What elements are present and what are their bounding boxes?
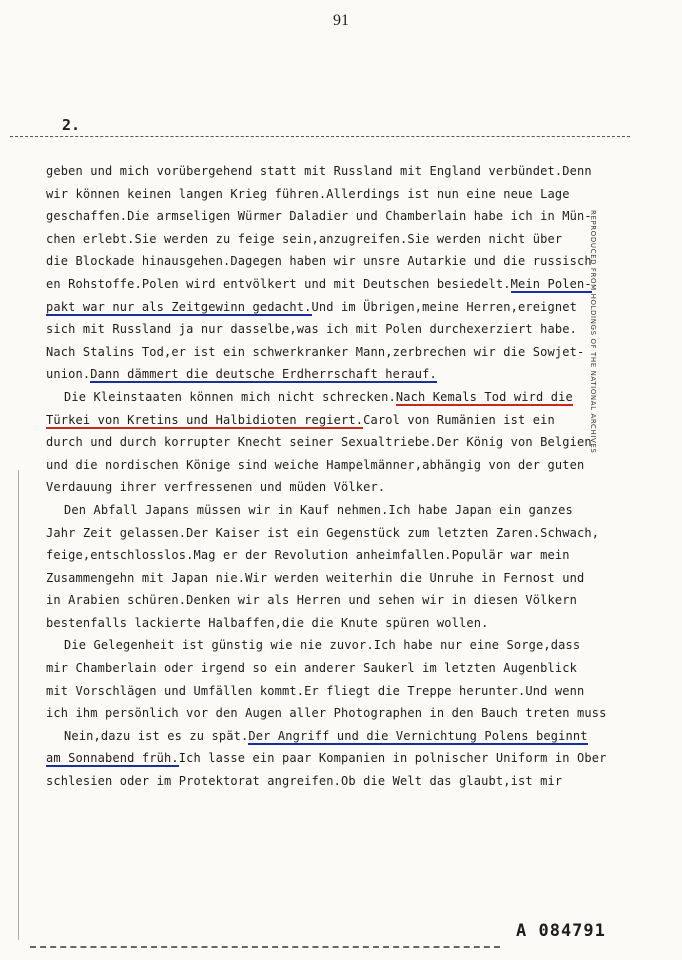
text-segment: Die Kleinstaaten können mich nicht schrecken. (64, 389, 396, 404)
text-segment: bestenfalls lackierte Halbaffen,die die Knute spüren wollen. (46, 615, 489, 630)
text-line (46, 747, 626, 770)
underlined-passage: am Sonnabend früh. (46, 751, 179, 766)
text-line (46, 680, 626, 703)
text-segment: sich mit Russland ja nur dasselbe,was ich mit Polen durchexerziert habe. (46, 322, 577, 337)
text-line (46, 250, 626, 273)
text-segment: feige,entschlosslos.Mag er der Revolution anheimfallen.Populär war mein (46, 548, 570, 563)
document-body (46, 160, 626, 793)
text-line (46, 296, 626, 319)
text-line (46, 454, 626, 477)
text-segment: Und im Übrigen,meine Herren,ereignet (311, 299, 577, 314)
text-line (46, 160, 626, 183)
text-line (46, 273, 626, 296)
text-segment: union. (46, 367, 91, 382)
text-segment: wir können keinen langen Krieg führen.Allerdings ist nun eine neue Lage (46, 186, 570, 201)
text-segment: ich ihm persönlich vor den Augen aller Photographen in den Bauch treten muss (46, 706, 607, 721)
text-segment: Ich lasse ein paar Kompanien in polnischer Uniform in Ober (178, 751, 607, 766)
text-segment: chen erlebt.Sie werden zu feige sein,anzugreifen.Sie werden nicht über (46, 231, 563, 246)
text-line (46, 228, 626, 251)
document-id: A 084791 (516, 921, 606, 941)
text-segment: in Arabien schüren.Denken wir als Herren und sehen wir in diesen Völkern (46, 593, 577, 608)
text-line (46, 363, 626, 386)
text-line (46, 409, 626, 432)
text-line (46, 476, 626, 499)
text-line (46, 205, 626, 228)
text-segment: Verdauung ihrer verfressenen und müden Völker. (46, 480, 386, 495)
text-segment: mit Vorschlägen und Umfällen kommt.Er fliegt die Treppe herunter.Und wenn (46, 683, 585, 698)
text-segment: schlesien oder im Protektorat angreifen.Ob die Welt das glaubt,ist mir (46, 774, 563, 789)
text-line (46, 522, 626, 545)
text-segment: Jahr Zeit gelassen.Der Kaiser ist ein Gegenstück zum letzten Zaren.Schwach, (46, 525, 600, 540)
text-line (46, 183, 626, 206)
text-line (46, 499, 626, 522)
text-line (46, 770, 626, 793)
underlined-passage: Der Angriff und die Vernichtung Polens beginnt (248, 728, 588, 743)
text-line (46, 702, 626, 725)
underlined-passage: Nach Kemals Tod wird die (395, 389, 573, 404)
archive-stamp: REPRODUCED FROM HOLDINGS OF THE NATIONAL ARCHIVES (589, 210, 597, 454)
text-line (46, 634, 626, 657)
text-segment: Zusammengehn mit Japan nie.Wir werden weiterhin die Unruhe in Fernost und (46, 570, 585, 585)
text-segment: Nein,dazu ist es zu spät. (64, 728, 249, 743)
text-line (46, 589, 626, 612)
underlined-passage: Mein Polen- (510, 276, 592, 291)
text-line (46, 318, 626, 341)
text-line (46, 612, 626, 635)
text-segment: und die nordischen Könige sind weiche Hampelmänner,abhängig von der guten (46, 457, 585, 472)
text-line (46, 341, 626, 364)
text-line (46, 567, 626, 590)
section-number: 2. (62, 116, 81, 134)
text-segment: Nach Stalins Tod,er ist ein schwerkranker Mann,zerbrechen wir die Sowjet- (46, 344, 585, 359)
text-segment: Carol von Rumänien ist ein (363, 412, 555, 427)
text-segment: en Rohstoffe.Polen wird entvölkert und mit Deutschen besiedelt. (46, 276, 511, 291)
bottom-rule (30, 946, 500, 948)
underlined-passage: Dann dämmert die deutsche Erdherrschaft herauf. (90, 367, 437, 382)
text-segment: geben und mich vorübergehend statt mit Russland mit England verbündet.Denn (46, 164, 592, 178)
text-line (46, 544, 626, 567)
text-segment: geschaffen.Die armseligen Würmer Daladier und Chamberlain habe ich in Mün- (46, 209, 592, 224)
underlined-passage: pakt war nur als Zeitgewinn gedacht. (46, 299, 312, 314)
text-segment: Den Abfall Japans müssen wir in Kauf nehmen.Ich habe Japan ein ganzes (64, 502, 573, 517)
text-line (46, 657, 626, 680)
margin-rule (18, 470, 19, 940)
text-line (46, 431, 626, 454)
text-segment: Die Gelegenheit ist günstig wie nie zuvor.Ich habe nur eine Sorge,dass (64, 638, 581, 653)
text-line (46, 386, 626, 409)
text-line (46, 725, 626, 748)
header-rule (10, 136, 630, 137)
underlined-passage: Türkei von Kretins und Halbidioten regiert. (46, 412, 364, 427)
text-segment: die Blockade hinausgehen.Dagegen haben wir unsre Autarkie und die russisch (46, 254, 592, 269)
page-number: 91 (333, 12, 349, 29)
text-segment: mir Chamberlain oder irgend so ein anderer Saukerl im letzten Augenblick (46, 661, 577, 676)
text-segment: durch und durch korrupter Knecht seiner Sexualtriebe.Der König von Belgien (46, 435, 592, 450)
